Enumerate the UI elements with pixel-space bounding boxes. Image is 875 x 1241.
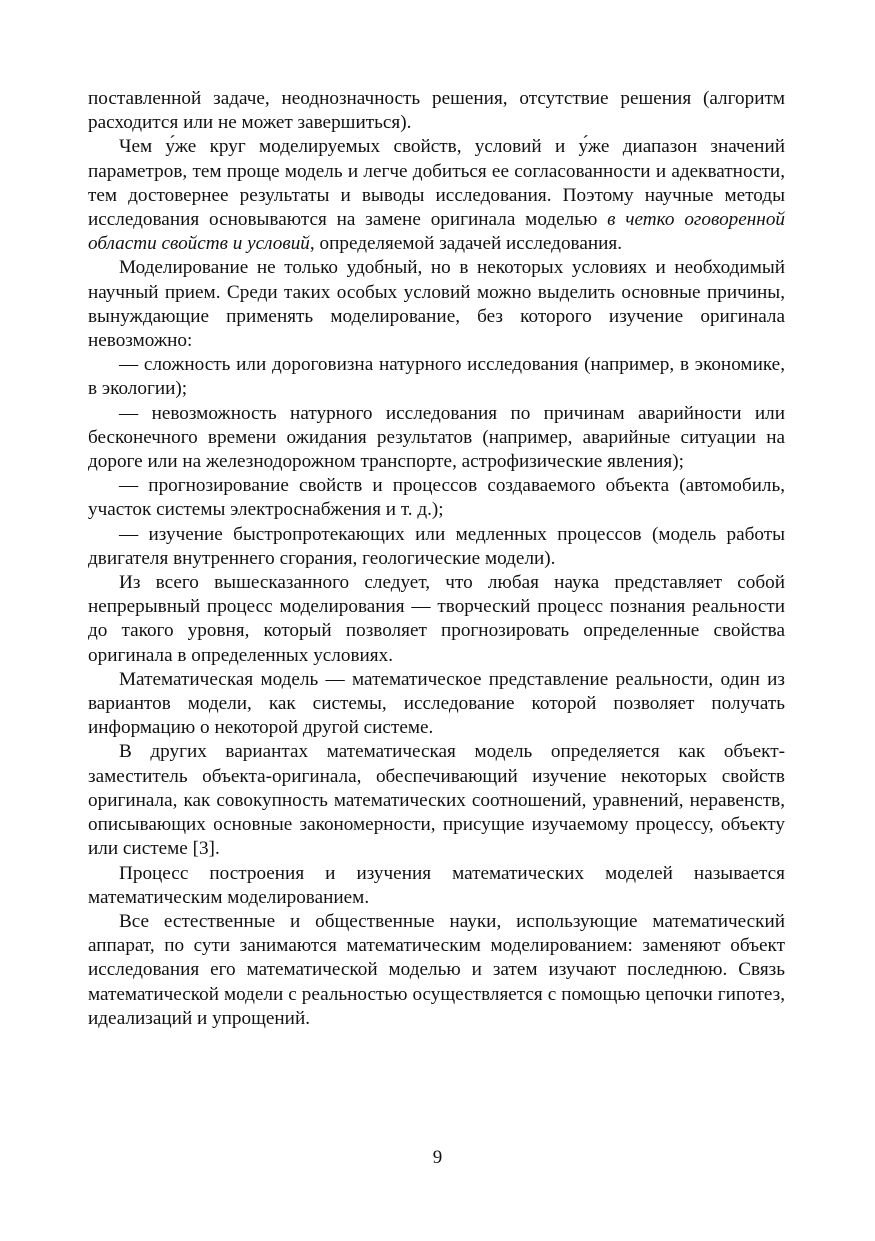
list-item-complexity: — сложность или дороговизна натурного исследования (например, в экономике, в экологии);: [88, 354, 785, 400]
paragraph-math-model-definition: Математическая модель — математическое представление реальности, один из вариантов модели, как системы, исследование которой позволяет получать информацию о некоторой другой системе.: [88, 668, 785, 739]
page-number: 9: [432, 1147, 443, 1168]
paragraph-other-variants: В других вариантах математическая модель определяется как объект-заместитель объекта-оригинала, обеспечивающий изучение некоторых свойств оригинала, как совокупность математических соотношений, уравнений, неравенств, описывающих основные закономерности, присущие изучаемому процессу, объекту или системе [3].: [88, 741, 785, 860]
list-item-forecasting: — прогнозирование свойств и процессов создаваемого объекта (автомобиль, участок системы электроснабжения и т. д.);: [88, 475, 785, 521]
paragraph-model-scope-tail: , определяемой задачей исследования.: [309, 233, 623, 255]
paragraph-continuation: поставленной задаче, неоднозначность решения, отсутствие решения (алгоритм расходится или не может завершиться).: [88, 88, 785, 134]
paragraph-model-scope: [88, 135, 785, 256]
paragraph-sciences: Все естественные и общественные науки, использующие математический аппарат, по сути занимаются математическим моделированием: заменяют объект исследования его математической моделью и затем изучают последнюю. Связь математической модели с реальностью осуществляется с помощью цепочки гипотез, идеализаций и упрощений.: [88, 910, 785, 1029]
page-body: [88, 87, 785, 1031]
paragraph-model-scope-text: Чем у́же круг моделируемых свойств, условий и у́же диапазон значений параметров, тем проще модель и легче добиться ее согласованности и адекватности, тем достовернее результаты и выводы исследования. Поэтому научные методы исследования основываются на замене оригинала моделью: [88, 136, 785, 231]
paragraph-model-scope-emphasis: в четко оговоренной области свойств и условий: [88, 209, 786, 255]
paragraph-modeling-necessity: Моделирование не только удобный, но в некоторых условиях и необходимый научный прием. Среди таких особых условий можно выделить основные причины, вынуждающие применять моделирование, без которого изучение оригинала невозможно:: [88, 257, 785, 352]
list-item-impossibility: — невозможность натурного исследования по причинам аварийности или бесконечного времени ожидания результатов (например, аварийные ситуации на дороге или на железнодорожном транспорте, астрофизические явления);: [88, 402, 785, 473]
paragraph-math-modeling: Процесс построения и изучения математических моделей называется математическим моделированием.: [88, 862, 785, 908]
list-item-fast-slow-processes: — изучение быстропротекающих или медленных процессов (модель работы двигателя внутреннего сгорания, геологические модели).: [88, 523, 785, 569]
paragraph-science-as-modeling: Из всего вышесказанного следует, что любая наука представляет собой непрерывный процесс моделирования — творческий процесс познания реальности до такого уровня, который позволяет прогнозировать определенные свойства оригинала в определенных условиях.: [88, 572, 785, 666]
